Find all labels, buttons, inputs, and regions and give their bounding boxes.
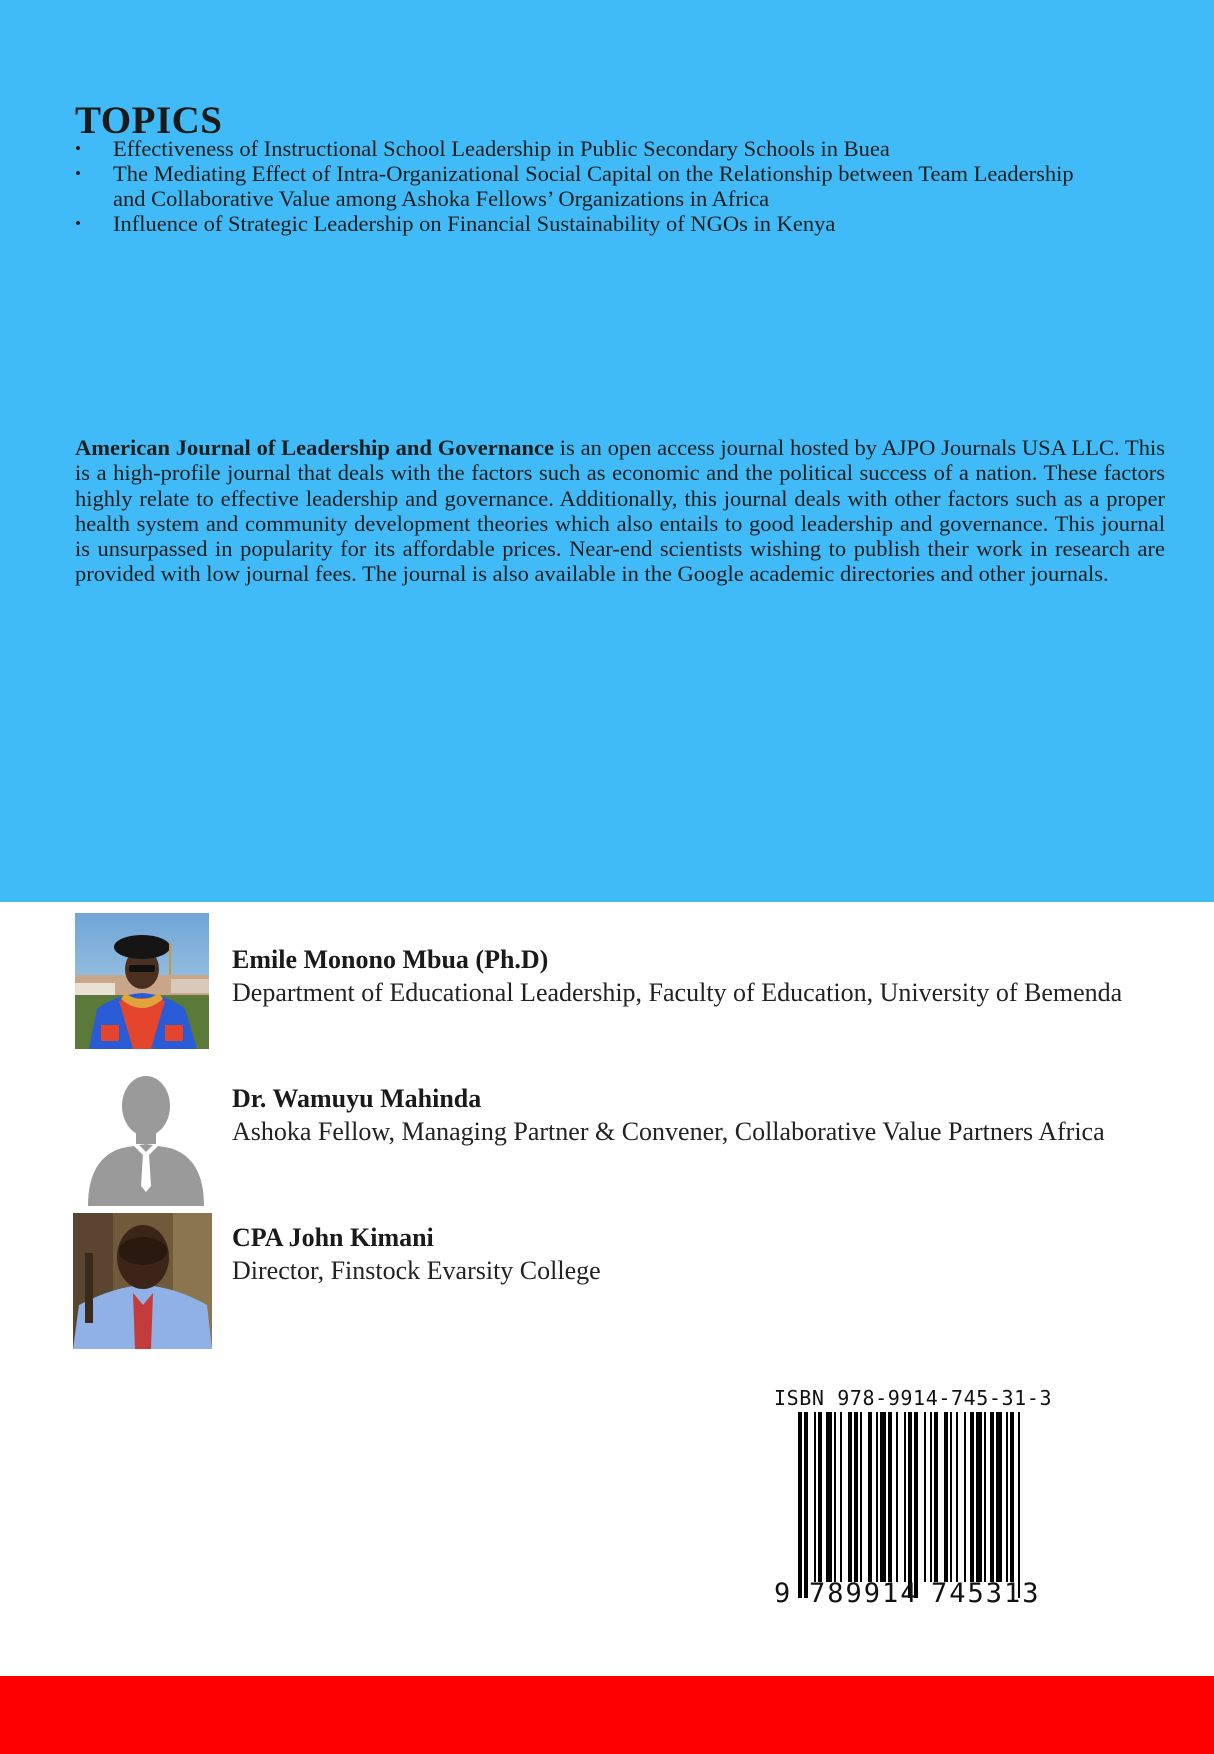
barcode-bar bbox=[904, 1412, 906, 1582]
author-name: CPA John Kimani bbox=[232, 1223, 434, 1252]
journal-description bbox=[75, 435, 1165, 587]
barcode-bar bbox=[860, 1412, 862, 1582]
topic-item bbox=[75, 211, 1085, 236]
barcode-bar bbox=[924, 1412, 926, 1582]
author-photo bbox=[73, 1213, 212, 1349]
barcode-bar bbox=[908, 1412, 912, 1598]
author-name: Dr. Wamuyu Mahinda bbox=[232, 1084, 482, 1113]
topic-text: Influence of Strategic Leadership on Financial Sustainability of NGOs in Kenya bbox=[113, 211, 836, 236]
author-affiliation: Ashoka Fellow, Managing Partner & Convener, Collaborative Value Partners Africa bbox=[232, 1117, 1105, 1146]
barcode-bar bbox=[1006, 1412, 1008, 1582]
author-affiliation: Department of Educational Leadership, Faculty of Education, University of Bemenda bbox=[232, 978, 1123, 1007]
barcode-bar bbox=[834, 1412, 836, 1582]
cover-red-band bbox=[0, 1676, 1214, 1754]
barcode-bar bbox=[964, 1412, 966, 1582]
man-portrait-image bbox=[73, 1213, 212, 1349]
graduate-portrait-image bbox=[75, 913, 209, 1049]
person-silhouette-icon bbox=[86, 1074, 206, 1206]
barcode-digits-right: 745313 bbox=[931, 1578, 1041, 1609]
barcode-bar bbox=[896, 1412, 898, 1582]
topics-list bbox=[75, 136, 1085, 236]
barcode-digit-first: 9 bbox=[774, 1578, 793, 1609]
barcode-bar bbox=[848, 1412, 852, 1582]
barcode-bar bbox=[1018, 1412, 1020, 1598]
barcode-bar bbox=[1010, 1412, 1014, 1582]
bullet-icon: • bbox=[75, 164, 81, 183]
author-entry bbox=[0, 913, 1214, 1053]
bullet-icon: • bbox=[75, 214, 81, 233]
barcode-bar bbox=[888, 1412, 892, 1582]
author-entry bbox=[0, 1213, 1214, 1353]
barcode-bar bbox=[854, 1412, 858, 1582]
topic-item bbox=[75, 161, 1085, 211]
topic-text: Effectiveness of Instructional School Leadership in Public Secondary Schools in Buea bbox=[113, 136, 890, 161]
barcode-bar bbox=[880, 1412, 886, 1582]
barcode-bar bbox=[814, 1412, 816, 1582]
barcode-bar bbox=[996, 1412, 1002, 1582]
isbn-barcode bbox=[770, 1412, 1046, 1598]
barcode-bar bbox=[970, 1412, 974, 1582]
barcode-bar bbox=[976, 1412, 982, 1582]
topic-text: The Mediating Effect of Intra-Organizational Social Capital on the Relationship between Team Leadership and Collaborative Value among Ashoka Fellows’ Organizations in Africa bbox=[113, 161, 1074, 211]
barcode-bar bbox=[944, 1412, 948, 1582]
author-photo bbox=[86, 1074, 206, 1206]
isbn-label: ISBN 978-9914-745-31-3 bbox=[774, 1386, 1053, 1410]
barcode-bar bbox=[876, 1412, 878, 1582]
bullet-icon: • bbox=[75, 139, 81, 158]
barcode-bar bbox=[984, 1412, 986, 1582]
journal-description-body: is an open access journal hosted by AJPO Journals USA LLC. This is a high-profile journal that deals with the factors such as economic and the political success of a nation. These factors highly relate to effective leadership and governance. Additionally, this journal deals with other factors such as a proper health system and community development theories which also entails to good leadership and governance. This journal is unsurpassed in popularity for its affordable prices. Near-end scientists wishing to publish their work in research are provided with low journal fees. The journal is also available in the Google academic directories and other journals. bbox=[75, 435, 1165, 587]
barcode-bar bbox=[840, 1412, 842, 1582]
topics-heading: TOPICS bbox=[75, 99, 223, 142]
barcode-digits-left: 789914 bbox=[809, 1578, 919, 1609]
author-name: Emile Monono Mbua (Ph.D) bbox=[232, 945, 549, 974]
barcode-bar bbox=[798, 1412, 802, 1598]
barcode-bar bbox=[934, 1412, 938, 1582]
author-photo bbox=[75, 913, 209, 1049]
barcode-bar bbox=[956, 1412, 958, 1582]
author-affiliation: Director, Finstock Evarsity College bbox=[232, 1256, 601, 1285]
barcode-bar bbox=[818, 1412, 822, 1582]
topic-item bbox=[75, 136, 1085, 161]
barcode-bar bbox=[930, 1412, 932, 1582]
journal-name: American Journal of Leadership and Governance bbox=[75, 435, 554, 460]
barcode-bar bbox=[868, 1412, 872, 1582]
barcode-bar bbox=[990, 1412, 994, 1582]
author-entry bbox=[0, 1072, 1214, 1208]
barcode-bar bbox=[826, 1412, 832, 1582]
barcode-bar bbox=[950, 1412, 952, 1582]
barcode-bar bbox=[804, 1412, 808, 1598]
barcode-bar bbox=[914, 1412, 918, 1598]
